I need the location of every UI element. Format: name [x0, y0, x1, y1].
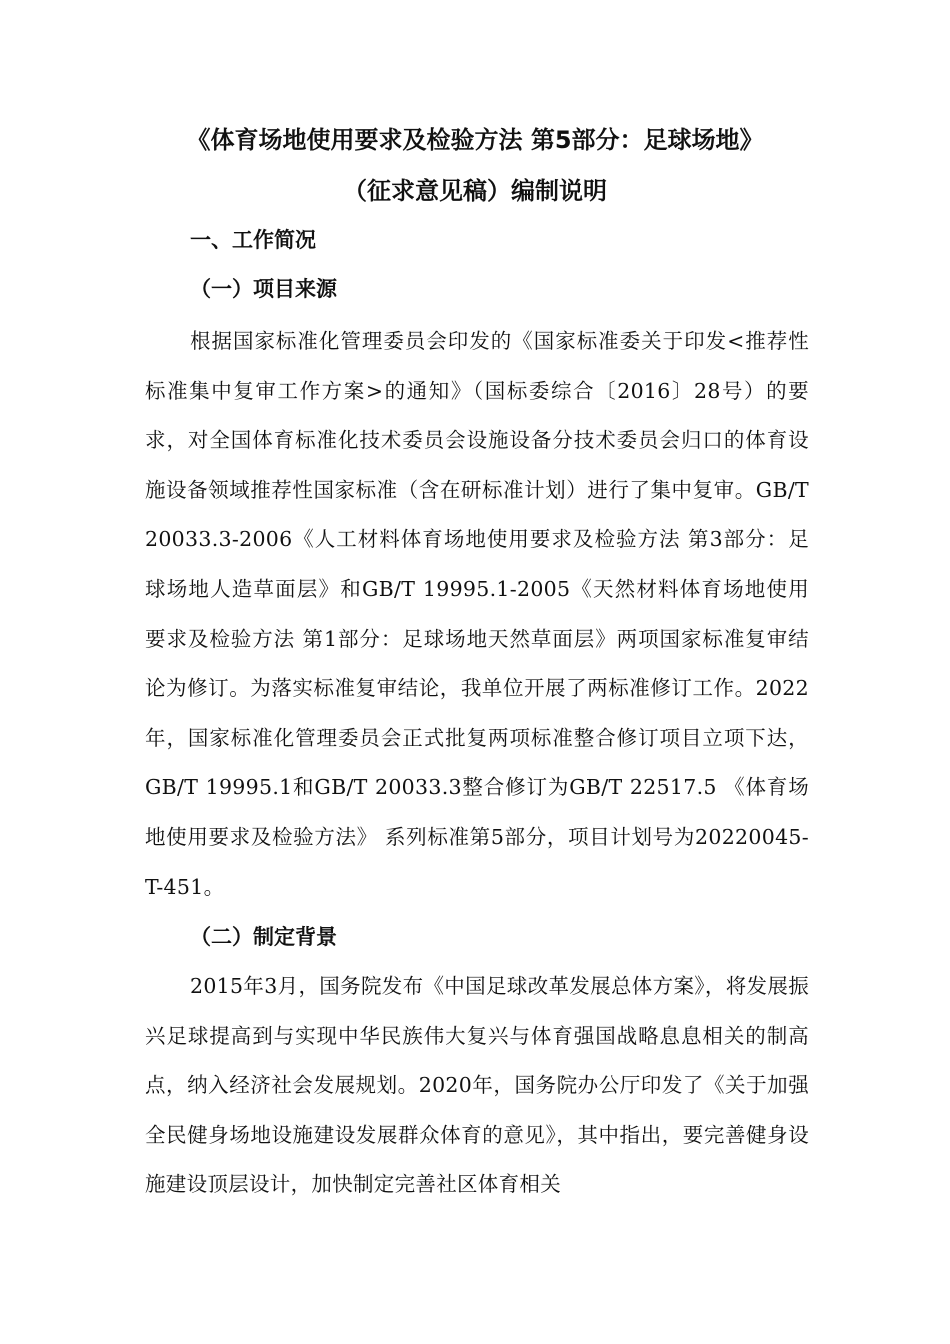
subsection-heading-background: （二）制定背景 [190, 925, 337, 949]
subsection-heading-project-source: （一）项目来源 [190, 277, 337, 301]
document-subtitle: （征求意见稿）编制说明 [343, 177, 607, 205]
document-title: 《体育场地使用要求及检验方法 第5部分：足球场地》 [186, 126, 764, 154]
paragraph-project-source: 根据国家标准化管理委员会印发的《国家标准委关于印发<推荐性标准集中复审工作方案>的通知》（国标委综合〔2016〕28号）的要求，对全国体育标准化技术委员会设施设备分技术委员会归口的体育设施设备领域推荐性国家标准（含在研标准计划）进行了集中复审。GB/T 20033.3-2006《人工材料体育场地使用要求及检验方法 第3部分：足球场地人造草面层》和GB/T 19995.1-2005《天然材料体育场地使用要求及检验方法 第1部分：足球场地天然草面层》两项国家标准复审结论为修订。为落实标准复审结论，我单位开展了两标准修订工作。2022年，国家标准化管理委员会正式批复两项标准整合修订项目立项下达，GB/T 19995.1和GB/T 20033.3整合修订为GB/T 22517.5 《体育场地使用要求及检验方法》 系列标准第5部分，项目计划号为20220045-T-451。 [145, 329, 809, 899]
section-heading-work-overview: 一、工作简况 [190, 228, 316, 252]
paragraph-background: 2015年3月，国务院发布《中国足球改革发展总体方案》，将发展振兴足球提高到与实现中华民族伟大复兴与体育强国战略息息相关的制高点，纳入经济社会发展规划。2020年，国务院办公厅印发了《关于加强全民健身场地设施建设发展群众体育的意见》，其中指出，要完善健身设施建设顶层设计，加快制定完善社区体育相关 [145, 974, 809, 1197]
